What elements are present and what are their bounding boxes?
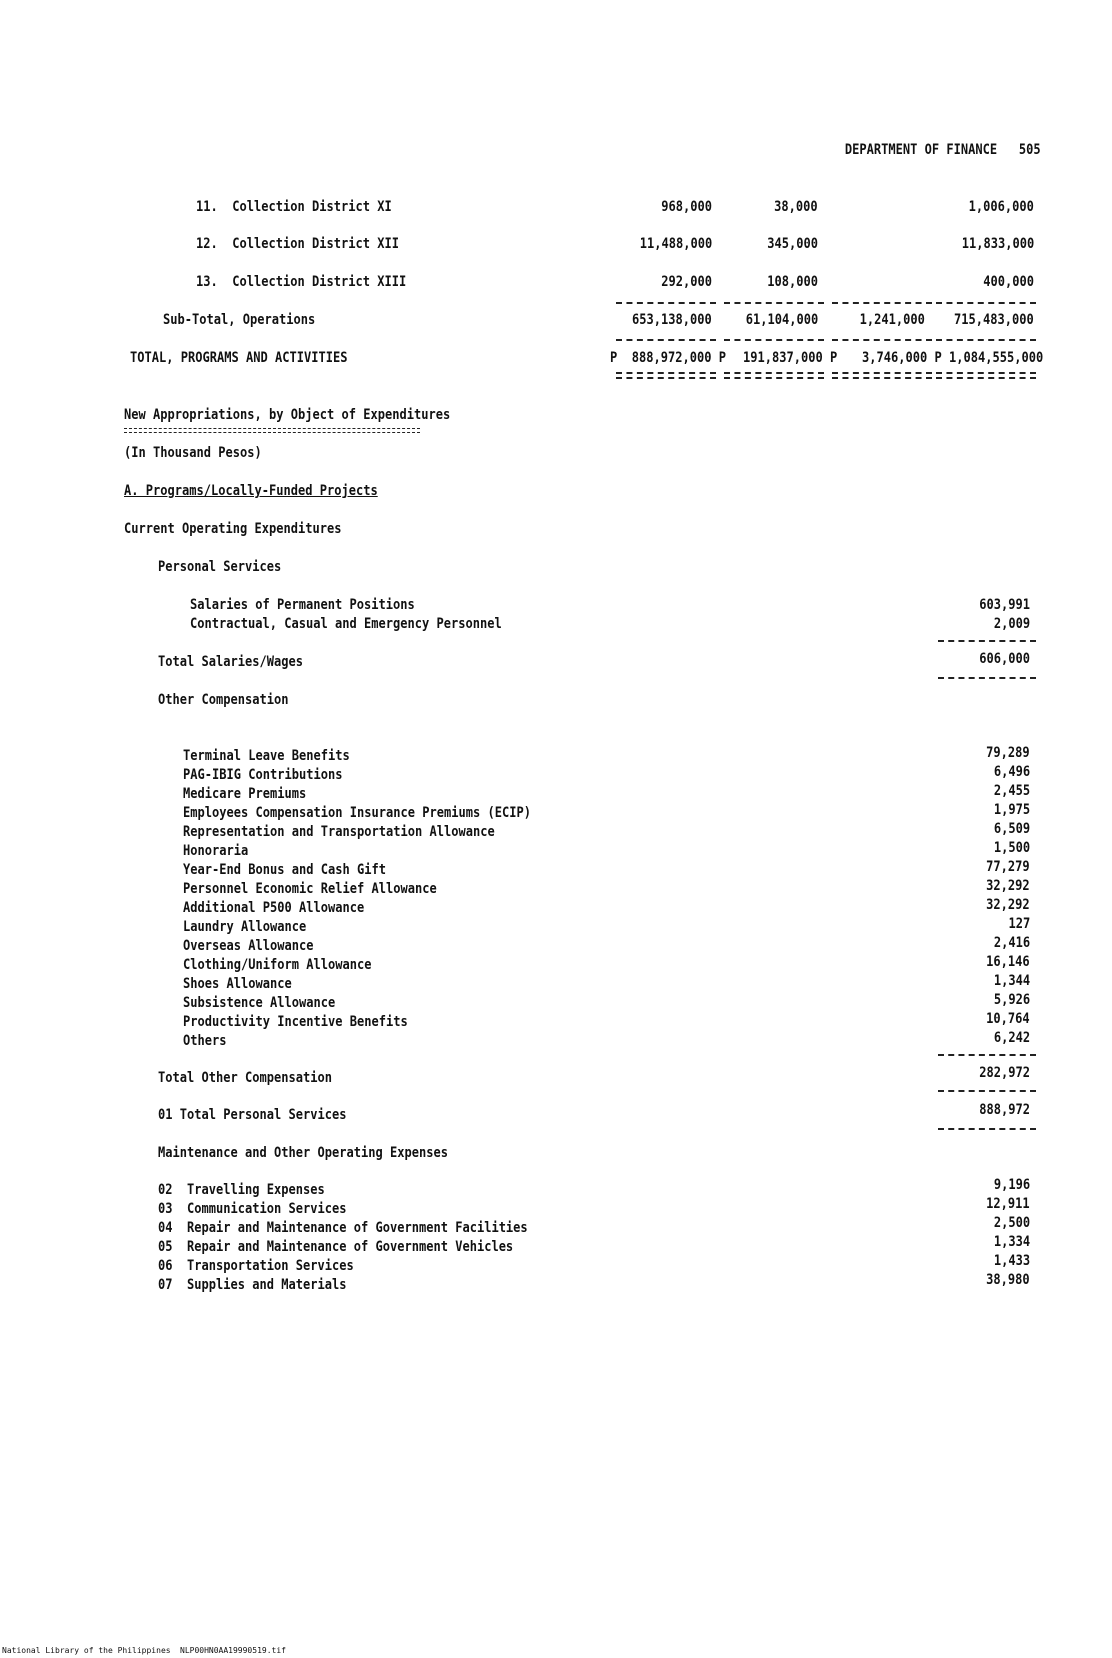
list-item-value: 10,764 [986, 1011, 1030, 1027]
row-c2: 108,000 [767, 274, 818, 290]
list-item-value: 38,980 [986, 1272, 1030, 1288]
list-item-label: Year-End Bonus and Cash Gift [183, 862, 386, 878]
total-label: TOTAL, PROGRAMS AND ACTIVITIES [130, 350, 348, 366]
mooe-heading: Maintenance and Other Operating Expenses [158, 1145, 448, 1161]
list-item-label: Others [183, 1033, 227, 1049]
list-item-label: 02 Travelling Expenses [158, 1182, 325, 1198]
list-item-value: 79,289 [986, 745, 1030, 761]
list-item-label: 06 Transportation Services [158, 1258, 354, 1274]
double-rule [936, 372, 1036, 379]
row-label: 12. Collection District XII [196, 236, 399, 252]
current-expenditures-heading: Current Operating Expenditures [124, 521, 342, 537]
column-rule [616, 302, 716, 304]
double-rule [832, 372, 932, 379]
list-item-label: Representation and Transportation Allowance [183, 824, 495, 840]
list-item-label: Personnel Economic Relief Allowance [183, 881, 437, 897]
column-rule [616, 339, 716, 341]
list-item-label: 04 Repair and Maintenance of Government Facilities [158, 1220, 528, 1236]
row-c1: 968,000 [661, 199, 712, 215]
list-item-label: 05 Repair and Maintenance of Government Vehicles [158, 1239, 514, 1255]
list-item-label: Shoes Allowance [183, 976, 292, 992]
list-item-value: 2,500 [993, 1215, 1030, 1231]
row-c4: 400,000 [983, 274, 1034, 290]
row-c4: 1,006,000 [968, 199, 1034, 215]
line-label: Contractual, Casual and Emergency Personnel [190, 616, 502, 632]
list-item-label: Laundry Allowance [183, 919, 307, 935]
department-name: DEPARTMENT OF FINANCE [845, 142, 998, 158]
row-c2: 345,000 [767, 236, 818, 252]
total-c1: P 888,972,000 P [610, 350, 726, 366]
subtotal-label: Sub-Total, Operations [163, 312, 316, 328]
row-c4: 11,833,000 [961, 236, 1034, 252]
list-item-value: 1,500 [993, 840, 1030, 856]
subtotal-c4: 715,483,000 [954, 312, 1034, 328]
list-item-value: 32,292 [986, 878, 1030, 894]
section-title: New Appropriations, by Object of Expenditures [124, 407, 451, 423]
list-item-value: 127 [1008, 916, 1030, 932]
list-item-value: 2,416 [993, 935, 1030, 951]
column-rule [936, 339, 1036, 341]
column-rule [938, 1090, 1036, 1092]
list-item-label: Clothing/Uniform Allowance [183, 957, 372, 973]
list-item-value: 12,911 [986, 1196, 1030, 1212]
list-item-value: 6,496 [993, 764, 1030, 780]
total-personal-services-value: 888,972 [979, 1102, 1030, 1118]
list-item-label: Additional P500 Allowance [183, 900, 365, 916]
program-heading: A. Programs/Locally-Funded Projects [124, 483, 378, 499]
line-value: 603,991 [979, 597, 1030, 613]
list-item-value: 1,975 [993, 802, 1030, 818]
list-item-value: 32,292 [986, 897, 1030, 913]
line-value: 2,009 [993, 616, 1030, 632]
title-underline [124, 428, 420, 433]
column-rule [724, 302, 824, 304]
total-other-compensation-label: Total Other Compensation [158, 1070, 332, 1086]
list-item-value: 2,455 [993, 783, 1030, 799]
page-number: 505 [1019, 142, 1041, 158]
list-item-label: Medicare Premiums [183, 786, 307, 802]
row-c1: 292,000 [661, 274, 712, 290]
subtotal-c1: 653,138,000 [632, 312, 712, 328]
list-item-label: Overseas Allowance [183, 938, 314, 954]
column-rule [832, 302, 932, 304]
units-note: (In Thousand Pesos) [124, 445, 262, 461]
footer-library: National Library of the Philippines [2, 1646, 171, 1655]
column-rule [936, 302, 1036, 304]
row-c1: 11,488,000 [639, 236, 712, 252]
list-item-value: 1,433 [993, 1253, 1030, 1269]
total-personal-services-label: 01 Total Personal Services [158, 1107, 347, 1123]
list-item-label: PAG-IBIG Contributions [183, 767, 343, 783]
list-item-value: 9,196 [993, 1177, 1030, 1193]
row-c2: 38,000 [774, 199, 818, 215]
column-rule [724, 339, 824, 341]
list-item-label: Terminal Leave Benefits [183, 748, 350, 764]
total-salaries-value: 606,000 [979, 651, 1030, 667]
double-rule [616, 372, 716, 379]
row-label: 13. Collection District XIII [196, 274, 407, 290]
total-salaries-label: Total Salaries/Wages [158, 654, 303, 670]
double-rule [724, 372, 824, 379]
list-item-value: 5,926 [993, 992, 1030, 1008]
list-item-value: 6,509 [993, 821, 1030, 837]
personal-services-heading: Personal Services [158, 559, 282, 575]
total-c2: 191,837,000 P [743, 350, 838, 366]
row-label: 11. Collection District XI [196, 199, 392, 215]
total-other-compensation-value: 282,972 [979, 1065, 1030, 1081]
list-item-label: Productivity Incentive Benefits [183, 1014, 408, 1030]
subtotal-c2: 61,104,000 [745, 312, 818, 328]
list-item-label: 03 Communication Services [158, 1201, 347, 1217]
other-compensation-heading: Other Compensation [158, 692, 289, 708]
list-item-value: 1,344 [993, 973, 1030, 989]
total-c3: 3,746,000 P 1,084,555,000 [862, 350, 1044, 366]
list-item-value: 1,334 [993, 1234, 1030, 1250]
list-item-value: 77,279 [986, 859, 1030, 875]
column-rule [938, 677, 1036, 679]
list-item-value: 6,242 [993, 1030, 1030, 1046]
list-item-label: Honoraria [183, 843, 249, 859]
line-label: Salaries of Permanent Positions [190, 597, 415, 613]
list-item-label: Employees Compensation Insurance Premiums (ECIP) [183, 805, 531, 821]
page-header [845, 142, 1041, 158]
list-item-label: 07 Supplies and Materials [158, 1277, 347, 1293]
column-rule [938, 640, 1036, 642]
list-item-value: 16,146 [986, 954, 1030, 970]
list-item-label: Subsistence Allowance [183, 995, 336, 1011]
column-rule [832, 339, 932, 341]
column-rule [938, 1054, 1036, 1056]
footer-file: NLP00HN0AA19990519.tif [180, 1646, 286, 1655]
column-rule [938, 1128, 1036, 1130]
subtotal-c3: 1,241,000 [859, 312, 925, 328]
